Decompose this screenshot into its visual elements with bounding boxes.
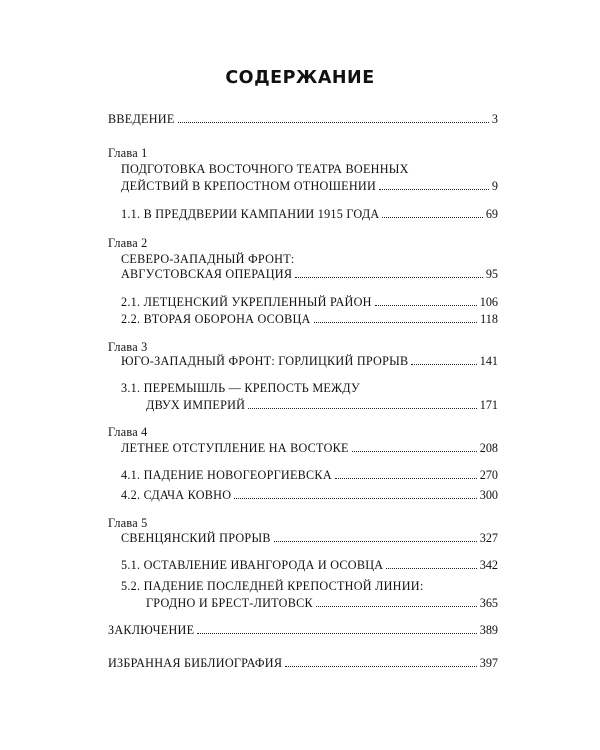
- toc-page-number: 9: [491, 179, 498, 193]
- dot-leader: [316, 605, 477, 607]
- toc-entry-chapter-3[interactable]: [121, 353, 498, 369]
- chapter-2-title-line1[interactable]: СЕВЕРО-ЗАПАДНЫЙ ФРОНТ:: [121, 252, 295, 266]
- toc-page-number: 397: [479, 656, 498, 670]
- dot-leader: [314, 321, 478, 323]
- toc-page-number: 270: [479, 468, 498, 482]
- dot-leader: [352, 450, 477, 452]
- toc-entry-title: ГРОДНО И БРЕСТ-ЛИТОВСК: [146, 596, 313, 610]
- chapter-4-label: Глава 4: [108, 425, 148, 439]
- toc-entry-title: 1.1. В ПРЕДДВЕРИИ КАМПАНИИ 1915 ГОДА: [121, 207, 380, 221]
- toc-entry-2-1[interactable]: [121, 294, 498, 310]
- toc-page-number: 106: [479, 295, 498, 309]
- toc-entry-title: 2.1. ЛЕТЦЕНСКИЙ УКРЕПЛЕННЫЙ РАЙОН: [121, 295, 372, 309]
- toc-entry-conclusion[interactable]: [108, 622, 498, 638]
- toc-entry-4-2[interactable]: [121, 487, 498, 503]
- toc-entry-title: 5.1. ОСТАВЛЕНИЕ ИВАНГОРОДА И ОСОВЦА: [121, 558, 384, 572]
- toc-entry-3-1[interactable]: [146, 397, 498, 413]
- toc-entry-1-1[interactable]: [121, 206, 498, 222]
- toc-entry-5-2[interactable]: [146, 595, 498, 611]
- toc-entry-title: АВГУСТОВСКАЯ ОПЕРАЦИЯ: [121, 267, 293, 281]
- toc-entry-title: 4.1. ПАДЕНИЕ НОВОГЕОРГИЕВСКА: [121, 468, 332, 482]
- toc-entry-title: ИЗБРАННАЯ БИБЛИОГРАФИЯ: [108, 656, 283, 670]
- toc-entry-chapter-2[interactable]: [121, 266, 498, 282]
- dot-leader: [234, 497, 476, 499]
- toc-entry-chapter-1[interactable]: [121, 178, 498, 194]
- toc-entry-4-1[interactable]: [121, 467, 498, 483]
- toc-entry-bibliography[interactable]: [108, 655, 498, 671]
- dot-leader: [335, 477, 477, 479]
- dot-leader: [379, 188, 489, 190]
- dot-leader: [386, 567, 476, 569]
- toc-entry-title: ДЕЙСТВИЙ В КРЕПОСТНОМ ОТНОШЕНИИ: [121, 179, 376, 193]
- dot-leader: [411, 363, 476, 365]
- toc-entry-2-2[interactable]: [121, 311, 498, 327]
- toc-entry-title: ЮГО-ЗАПАДНЫЙ ФРОНТ: ГОРЛИЦКИЙ ПРОРЫВ: [121, 354, 409, 368]
- dot-leader: [197, 632, 476, 634]
- page-title: СОДЕРЖАНИЕ: [225, 68, 375, 88]
- chapter-5-label: Глава 5: [108, 516, 148, 530]
- chapter-3-label: Глава 3: [108, 340, 148, 354]
- toc-page-number: 300: [479, 488, 498, 502]
- toc-page-number: 342: [479, 558, 498, 572]
- toc-page-number: 171: [479, 398, 498, 412]
- toc-entry-title: ЛЕТНЕЕ ОТСТУПЛЕНИЕ НА ВОСТОКЕ: [121, 441, 349, 455]
- dot-leader: [178, 121, 489, 123]
- toc-entry-chapter-5[interactable]: [121, 530, 498, 546]
- toc-entry-title: 4.2. СДАЧА КОВНО: [121, 488, 232, 502]
- chapter-1-label: Глава 1: [108, 146, 148, 160]
- toc-entry-3-1-line1[interactable]: 3.1. ПЕРЕМЫШЛЬ — КРЕПОСТЬ МЕЖДУ: [121, 381, 360, 395]
- toc-entry-intro[interactable]: [108, 111, 498, 127]
- toc-page-number: 3: [491, 112, 498, 126]
- toc-entry-title: ВВЕДЕНИЕ: [108, 112, 175, 126]
- toc-page-number: 208: [479, 441, 498, 455]
- dot-leader: [375, 304, 477, 306]
- toc-page-number: 365: [479, 596, 498, 610]
- toc-page-number: 389: [479, 623, 498, 637]
- dot-leader: [295, 276, 483, 278]
- toc-page-number: 118: [480, 312, 498, 326]
- toc-entry-title: 2.2. ВТОРАЯ ОБОРОНА ОСОВЦА: [121, 312, 311, 326]
- dot-leader: [274, 540, 477, 542]
- toc-page-number: 327: [479, 531, 498, 545]
- toc-entry-5-2-line1[interactable]: 5.2. ПАДЕНИЕ ПОСЛЕДНЕЙ КРЕПОСТНОЙ ЛИНИИ:: [121, 579, 424, 593]
- toc-entry-title: ДВУХ ИМПЕРИЙ: [146, 398, 246, 412]
- toc-entry-chapter-4[interactable]: [121, 440, 498, 456]
- toc-page-number: 95: [485, 267, 498, 281]
- toc-page-number: 69: [485, 207, 498, 221]
- chapter-2-label: Глава 2: [108, 236, 148, 250]
- toc-entry-5-1[interactable]: [121, 557, 498, 573]
- toc-page-number: 141: [479, 354, 498, 368]
- toc-entry-title: СВЕНЦЯНСКИЙ ПРОРЫВ: [121, 531, 271, 545]
- dot-leader: [285, 665, 476, 667]
- dot-leader: [382, 216, 482, 218]
- chapter-1-title-line1[interactable]: ПОДГОТОВКА ВОСТОЧНОГО ТЕАТРА ВОЕННЫХ: [121, 162, 409, 176]
- dot-leader: [248, 407, 477, 409]
- toc-entry-title: ЗАКЛЮЧЕНИЕ: [108, 623, 195, 637]
